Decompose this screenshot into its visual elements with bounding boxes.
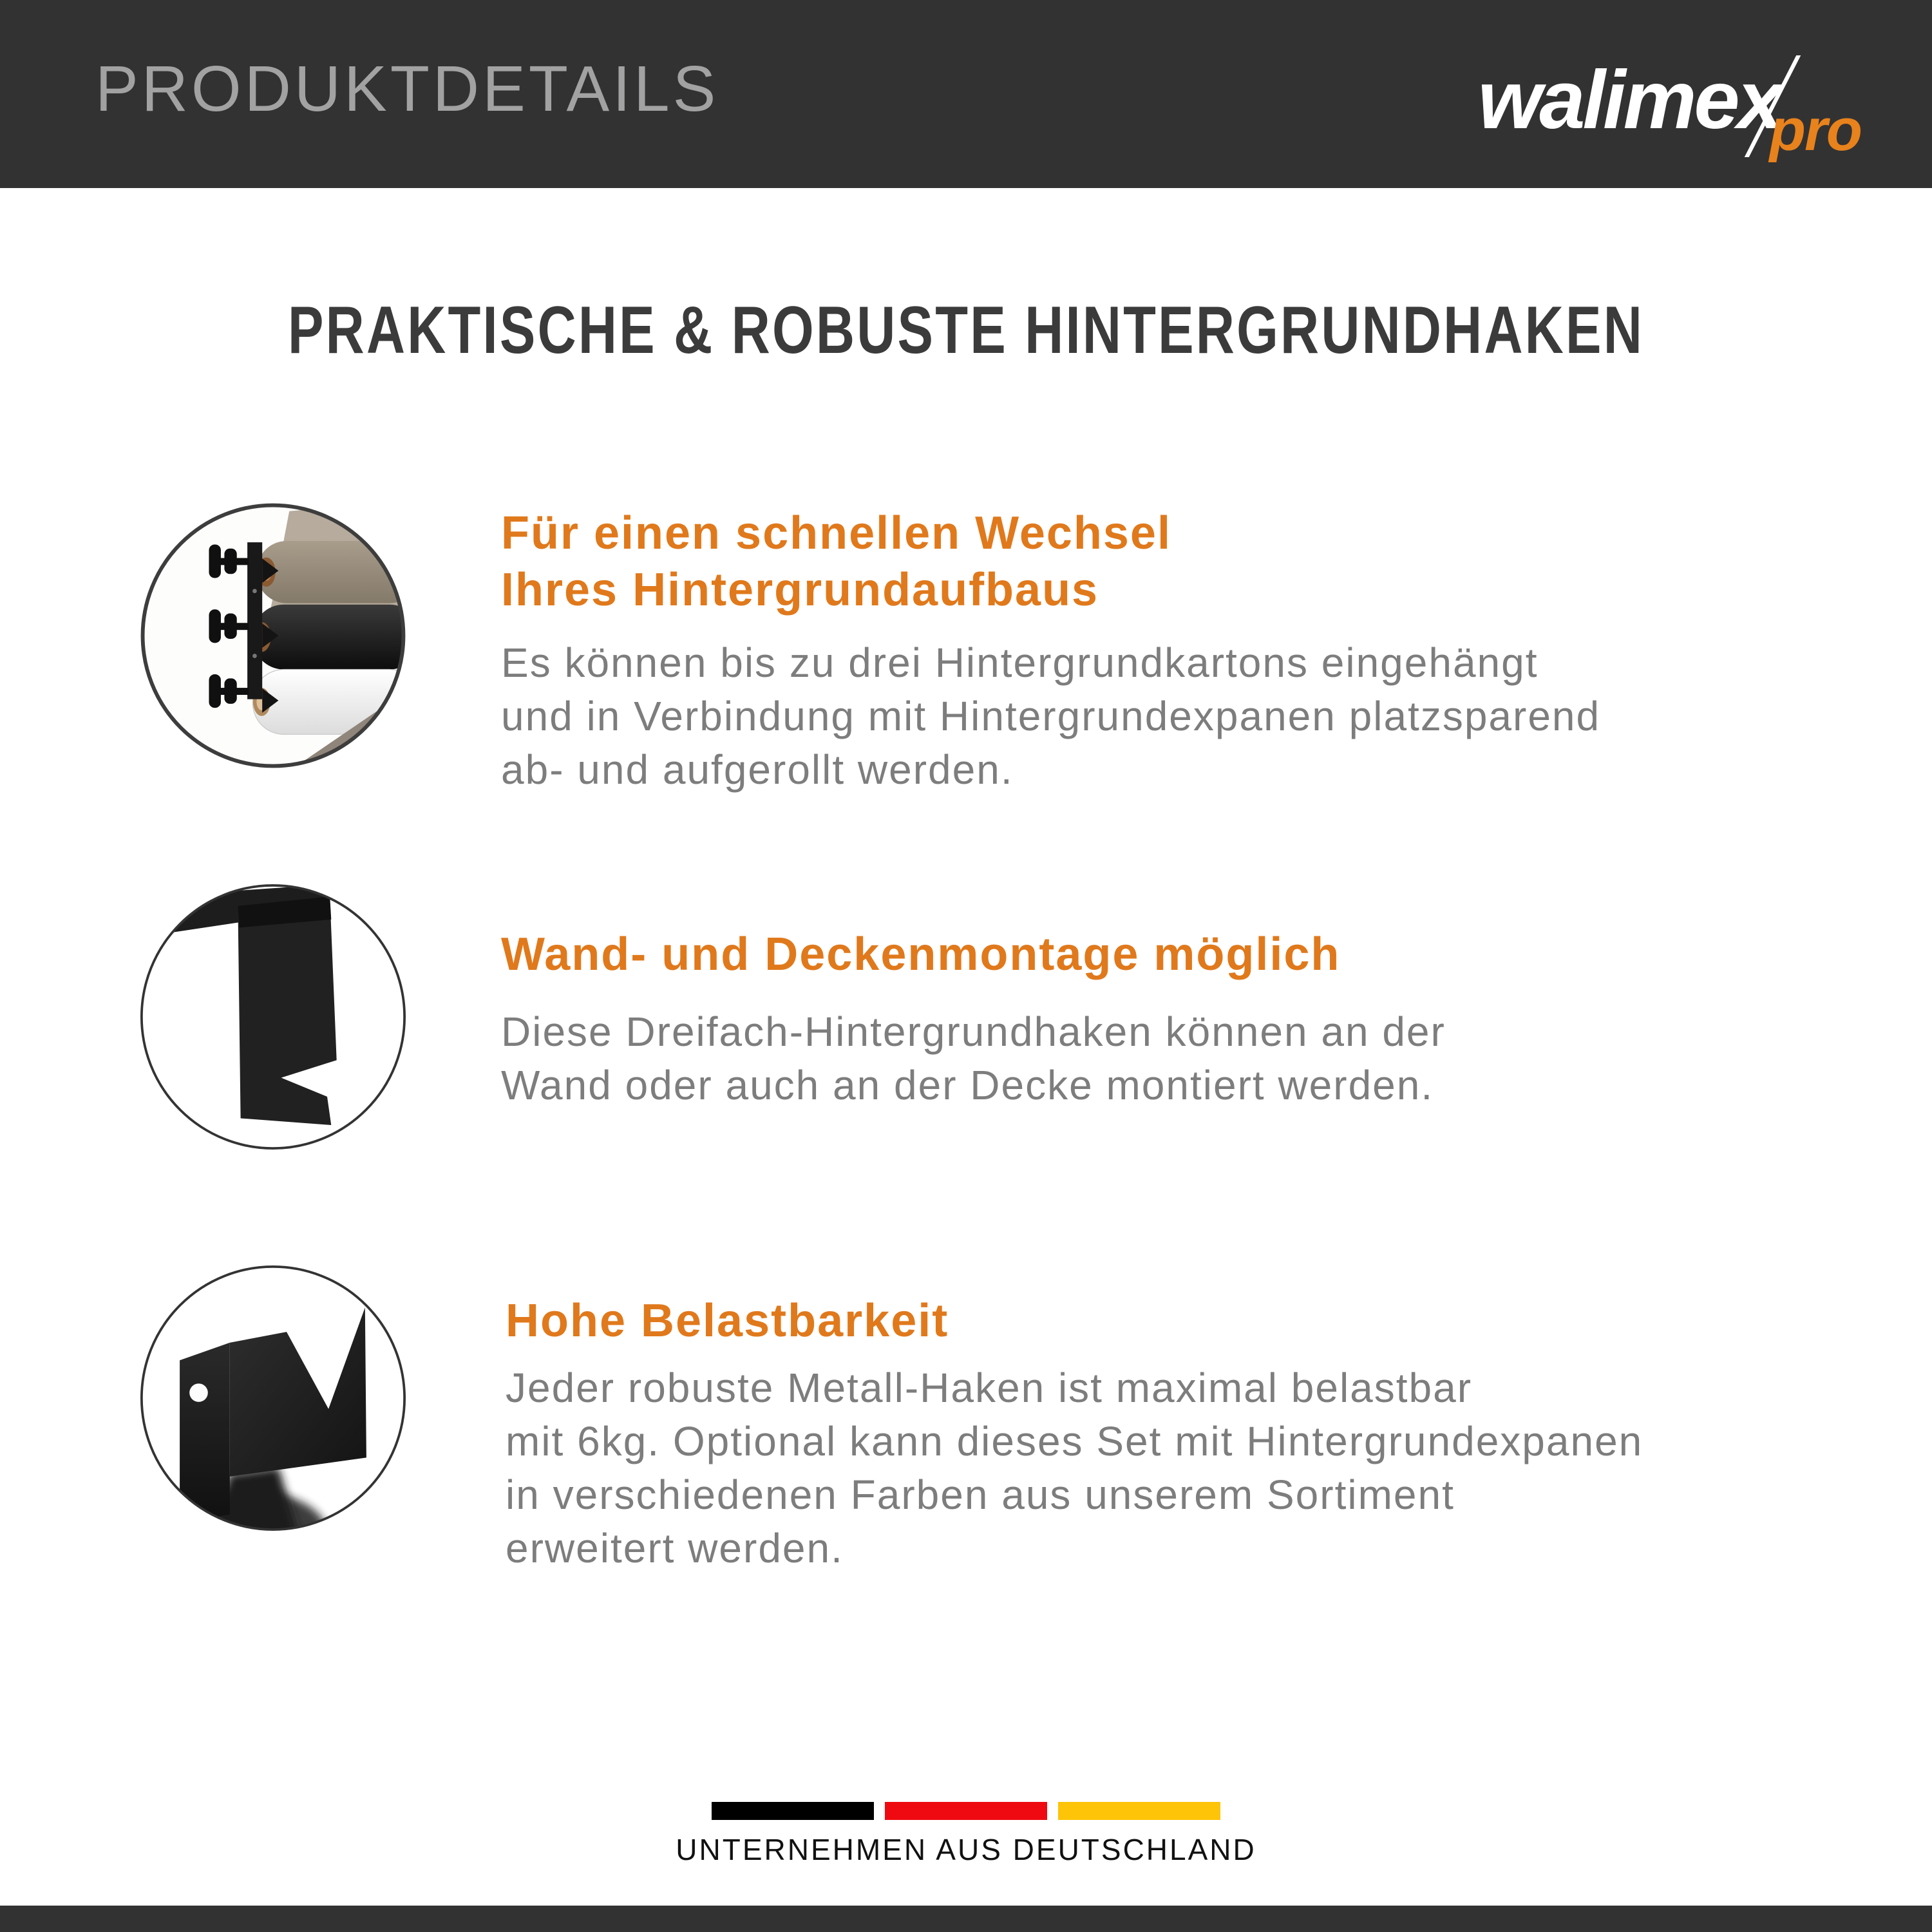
main-heading: PRAKTISCHE & ROBUSTE HINTERGRUNDHAKEN [287,293,1645,368]
logo-brand-text: walimex [1477,54,1781,146]
page-title: PRODUKTDETAILS [95,53,719,125]
body-line: mit 6kg. Optional kann dieses Set mit Hintergrundexpanen [506,1418,1643,1464]
german-flag-icon [0,1802,1932,1820]
photo-wall-ceiling-hook [138,882,408,1152]
flag-gold-bar [1058,1802,1220,1820]
logo-suffix-text: pro [1769,97,1861,163]
section-body [501,636,1600,797]
section-heading [506,1293,949,1349]
footer-bar [0,1906,1932,1932]
walimex-pro-logo [1478,52,1861,161]
header-bar [0,0,1932,188]
section-heading-line: Wand- und Deckenmontage möglich [501,929,1341,980]
section-heading-line: Hohe Belastbarkeit [506,1295,949,1347]
body-line: ab- und aufgerollt werden. [501,746,1014,793]
made-in-germany-label: UNTERNEHMEN AUS DEUTSCHLAND [676,1833,1256,1866]
body-line: Diese Dreifach-Hintergrundhaken können an der [501,1009,1446,1055]
section-heading-line: Ihres Hintergrundaufbaus [501,564,1099,616]
body-line: in verschiedenen Farben aus unserem Sortiment [506,1472,1455,1518]
body-line: erweitert werden. [506,1525,844,1571]
flag-red-bar [885,1802,1047,1820]
body-line: und in Verbindung mit Hintergrundexpanen platzsparend [501,693,1601,739]
section-body [501,1005,1446,1112]
body-line: Es können bis zu drei Hintergrundkartons eingehängt [501,639,1539,686]
section-heading-line: Für einen schnellen Wechsel [501,507,1171,559]
photo-triple-hook-three-rolls [138,500,408,771]
section-body [506,1361,1643,1575]
body-line: Wand oder auch an der Decke montiert werden. [501,1062,1434,1108]
photo-metal-hook-closeup [138,1263,408,1533]
body-line: Jeder robuste Metall-Haken ist maximal belastbar [506,1365,1473,1411]
flag-black-bar [712,1802,874,1820]
section-heading [501,926,1340,983]
section-heading [501,505,1171,618]
